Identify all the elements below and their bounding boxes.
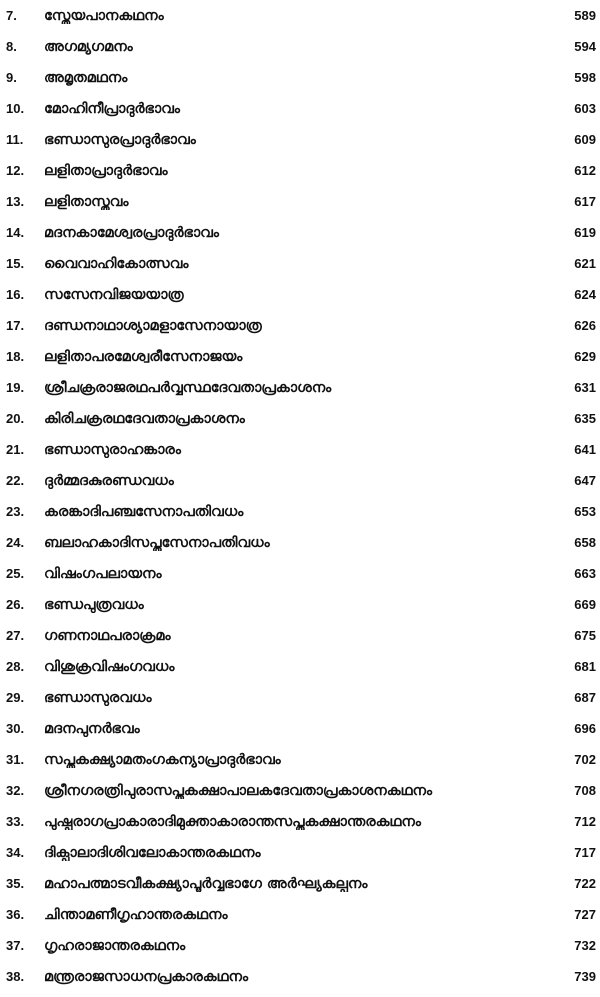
page-number: 624 — [574, 287, 596, 302]
page-number: 687 — [574, 690, 596, 705]
toc-entry — [0, 961, 600, 992]
chapter-number: 25. — [6, 566, 25, 581]
chapter-title: വിശുക്രവിഷംഗവധം — [44, 658, 175, 675]
chapter-number: 35. — [6, 876, 25, 891]
chapter-number: 33. — [6, 814, 25, 829]
page-number: 727 — [574, 907, 596, 922]
toc-entry — [0, 403, 600, 434]
chapter-number: 31. — [6, 752, 25, 767]
toc-entry — [0, 806, 600, 837]
chapter-number: 32. — [6, 783, 25, 798]
chapter-title: ഗൃഹരാജാന്തരകഥനം — [44, 937, 186, 954]
chapter-title: ലളിതാപരമേശ്വരീസേനാജയം — [44, 348, 243, 365]
toc-entry — [0, 279, 600, 310]
page-number: 675 — [574, 628, 596, 643]
chapter-number: 19. — [6, 380, 25, 395]
chapter-title: ദിക്പാലാദിശിവലോകാന്തരകഥനം — [44, 844, 261, 861]
toc-entry — [0, 31, 600, 62]
chapter-number: 14. — [6, 225, 25, 240]
chapter-number: 15. — [6, 256, 25, 271]
chapter-number: 7. — [6, 8, 17, 23]
chapter-title: ശ്രീചക്രരാജരഥപർവ്വസ്ഥദേവതാപ്രകാശനം — [44, 379, 332, 396]
chapter-number: 13. — [6, 194, 25, 209]
page-number: 669 — [574, 597, 596, 612]
chapter-number: 21. — [6, 442, 25, 457]
toc-entry — [0, 899, 600, 930]
chapter-title: മഹാപത്മാടവീകക്ഷ്യാപൂർവ്വഭാഗേ അർഘ്യകല്പനം — [44, 875, 368, 892]
page-number: 739 — [574, 969, 596, 984]
chapter-title: വൈവാഹികോത്സവം — [44, 255, 189, 272]
chapter-title: ഗണനാഥപരാക്രമം — [44, 627, 171, 644]
chapter-title: ദുർമ്മദകുരണ്ഡവധം — [44, 472, 174, 489]
chapter-title: മദനപുനർഭവം — [44, 720, 140, 737]
chapter-title: ഭണ്ഡപുത്രവധം — [44, 596, 144, 613]
toc-entry — [0, 310, 600, 341]
page-number: 619 — [574, 225, 596, 240]
page-number: 603 — [574, 101, 596, 116]
chapter-title: ഭണ്ഡാസുരാഹങ്കാരം — [44, 441, 181, 458]
page-number: 681 — [574, 659, 596, 674]
toc-entry — [0, 589, 600, 620]
page-number: 658 — [574, 535, 596, 550]
chapter-number: 26. — [6, 597, 25, 612]
page-number: 621 — [574, 256, 596, 271]
chapter-number: 28. — [6, 659, 25, 674]
page-number: 641 — [574, 442, 596, 457]
page-number: 629 — [574, 349, 596, 364]
chapter-title: സ്തേയപാനകഥനം — [44, 7, 164, 24]
chapter-number: 20. — [6, 411, 25, 426]
page-number: 663 — [574, 566, 596, 581]
chapter-title: ലളിതാസ്തവം — [44, 193, 129, 210]
chapter-number: 27. — [6, 628, 25, 643]
chapter-number: 22. — [6, 473, 25, 488]
chapter-number: 18. — [6, 349, 25, 364]
chapter-title: മദനകാമേശ്വരപ്രാദുർഭാവം — [44, 224, 219, 241]
page-number: 653 — [574, 504, 596, 519]
toc-entry — [0, 341, 600, 372]
page-number: 696 — [574, 721, 596, 736]
chapter-title: ലളിതാപ്രാദുർഭാവം — [44, 162, 168, 179]
toc-entry — [0, 186, 600, 217]
page-number: 722 — [574, 876, 596, 891]
page-number: 626 — [574, 318, 596, 333]
chapter-number: 16. — [6, 287, 25, 302]
toc-entry — [0, 0, 600, 31]
toc-entry — [0, 155, 600, 186]
chapter-title: മന്ത്രരാജസാധനപ്രകാരകഥനം — [44, 968, 249, 985]
chapter-title: ചിന്താമണീഗൃഹാന്തരകഥനം — [44, 906, 228, 923]
chapter-number: 37. — [6, 938, 25, 953]
chapter-title: വിഷംഗപലായനം — [44, 565, 162, 582]
chapter-title: ഭണ്ഡാസുരപ്രാദുർഭാവം — [44, 131, 196, 148]
page-number: 647 — [574, 473, 596, 488]
toc-entry — [0, 527, 600, 558]
chapter-number: 10. — [6, 101, 25, 116]
chapter-number: 38. — [6, 969, 25, 984]
chapter-number: 34. — [6, 845, 25, 860]
chapter-title: കരങ്കാദിപഞ്ചസേനാപതിവധം — [44, 503, 244, 520]
page-number: 609 — [574, 132, 596, 147]
chapter-number: 23. — [6, 504, 25, 519]
chapter-title: കിരിചക്രരഥദേവതാപ്രകാശനം — [44, 410, 245, 427]
chapter-number: 17. — [6, 318, 25, 333]
chapter-number: 36. — [6, 907, 25, 922]
page-number: 617 — [574, 194, 596, 209]
page-number: 732 — [574, 938, 596, 953]
page-number: 717 — [574, 845, 596, 860]
page-number: 712 — [574, 814, 596, 829]
toc-entry — [0, 496, 600, 527]
chapter-title: ദണ്ഡനാഥാശ്യാമളാസേനായാത്ര — [44, 317, 262, 334]
toc-entry — [0, 62, 600, 93]
chapter-title: ഭണ്ഡാസുരവധം — [44, 689, 152, 706]
toc-entry — [0, 682, 600, 713]
toc-entry — [0, 837, 600, 868]
chapter-title: സസേനവിജയയാത്ര — [44, 286, 184, 303]
chapter-title: മോഹിനീപ്രാദുർഭാവം — [44, 100, 180, 117]
toc-entry — [0, 434, 600, 465]
toc-entry — [0, 217, 600, 248]
chapter-title: ശ്രീനഗരത്രിപുരാസപ്തകക്ഷാപാലകദേവതാപ്രകാശനകഥനം — [44, 782, 433, 799]
page-number: 702 — [574, 752, 596, 767]
page-number: 635 — [574, 411, 596, 426]
chapter-title: അഗമ്യഗമനം — [44, 38, 133, 55]
toc-entry — [0, 558, 600, 589]
chapter-number: 29. — [6, 690, 25, 705]
toc-entry — [0, 651, 600, 682]
chapter-number: 9. — [6, 70, 17, 85]
chapter-number: 8. — [6, 39, 17, 54]
page-number: 631 — [574, 380, 596, 395]
chapter-number: 24. — [6, 535, 25, 550]
toc-entry — [0, 744, 600, 775]
chapter-title: ബലാഹകാദിസപ്തസേനാപതിവധം — [44, 534, 270, 551]
page-number: 594 — [574, 39, 596, 54]
page-number: 598 — [574, 70, 596, 85]
toc-entry — [0, 124, 600, 155]
chapter-number: 30. — [6, 721, 25, 736]
chapter-title: സപ്തകക്ഷ്യാമതംഗകന്യാപ്രാദുർഭാവം — [44, 751, 281, 768]
toc-entry — [0, 93, 600, 124]
toc-entry — [0, 465, 600, 496]
page-number: 612 — [574, 163, 596, 178]
toc-entry — [0, 248, 600, 279]
toc-entry — [0, 620, 600, 651]
toc-entry — [0, 372, 600, 403]
toc-entry — [0, 930, 600, 961]
chapter-title: അമൃതമഥനം — [44, 69, 128, 86]
page-number: 589 — [574, 8, 596, 23]
toc-entry — [0, 775, 600, 806]
page-number: 708 — [574, 783, 596, 798]
toc-entry — [0, 713, 600, 744]
chapter-number: 12. — [6, 163, 25, 178]
chapter-number: 11. — [6, 132, 24, 147]
toc-entry — [0, 868, 600, 899]
chapter-title: പുഷ്പരാഗപ്രാകാരാദിമുക്താകാരാന്തസപ്തകക്ഷാന്തരകഥനം — [44, 813, 421, 830]
